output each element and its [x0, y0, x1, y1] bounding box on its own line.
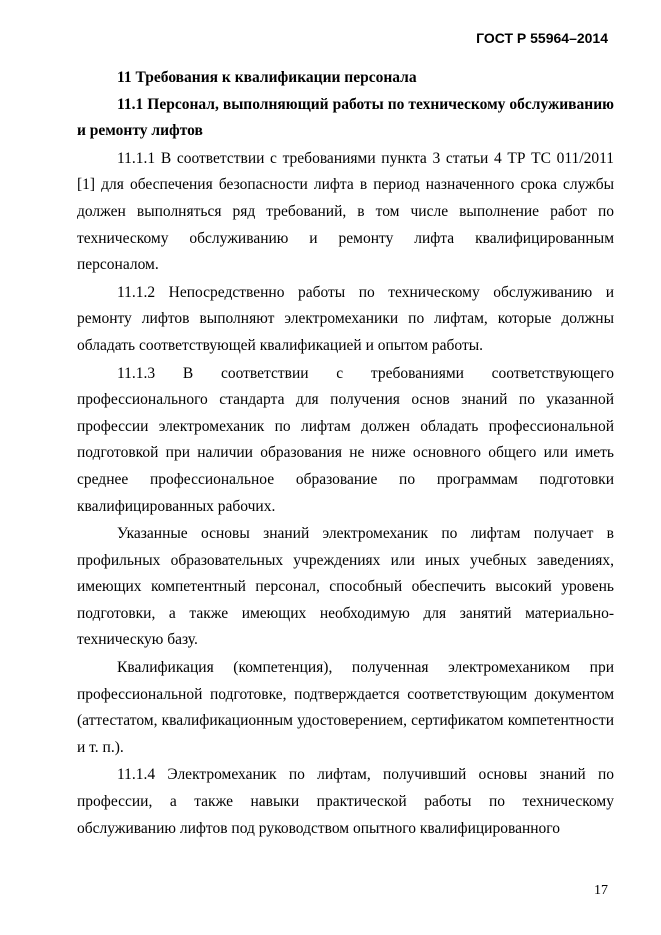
paragraph-11-1-4: 11.1.4 Электромеханик по лифтам, получивший основы знаний по профессии, а также навыки практической работы по техническому обслуживанию лифтов под руководством опытного квалифицированного: [77, 766, 614, 837]
paragraph-education: Указанные основы знаний электромеханик по лифтам получает в профильных образовательных учреждениях или иных учебных заведениях, имеющих компетентный персонал, способный обеспечить высокий уровень подготовки, а также имеющих необходимую для занятий материально-техническую базу.: [77, 525, 614, 649]
paragraph-qualification: Квалификация (компетенция), полученная электромехаником при профессиональной подготовке, подтверждается соответствующим документом (аттестатом, квалификационным удостоверением, сертификатом компетентности и т. п.).: [77, 659, 614, 756]
paragraph-11-1-3: 11.1.3 В соответствии с требованиями соответствующего профессионального стандарта для получения основ знаний по указанной профессии электромеханик по лифтам должен обладать профессиональной подготовкой при наличии образования не ниже основного общего или иметь среднее профессиональное образование по программам подготовки квалифицированных рабочих.: [77, 364, 614, 515]
paragraph-11-1-2: 11.1.2 Непосредственно работы по техническому обслуживанию и ремонту лифтов выполняют электромеханики по лифтам, которые должны обладать соответствующей квалификацией и опытом работы.: [77, 283, 614, 354]
paragraph-11-1-1: 11.1.1 В соответствии с требованиями пункта 3 статьи 4 ТР ТС 011/2011 [1] для обеспечения безопасности лифта в период назначенного срока службы должен выполняться ряд требований, в том числе выполнение работ по техническому обслуживанию и ремонту лифта квалифицированным персоналом.: [77, 149, 614, 274]
subsection-title: 11.1 Персонал, выполняющий работы по техническому обслуживанию и ремонту лифтов: [77, 95, 614, 140]
page-number: 17: [594, 883, 608, 898]
section-title: 11 Требования к квалификации персонала: [117, 69, 417, 86]
document-header: ГОСТ Р 55964–2014: [476, 30, 608, 46]
document-body: [77, 65, 614, 842]
